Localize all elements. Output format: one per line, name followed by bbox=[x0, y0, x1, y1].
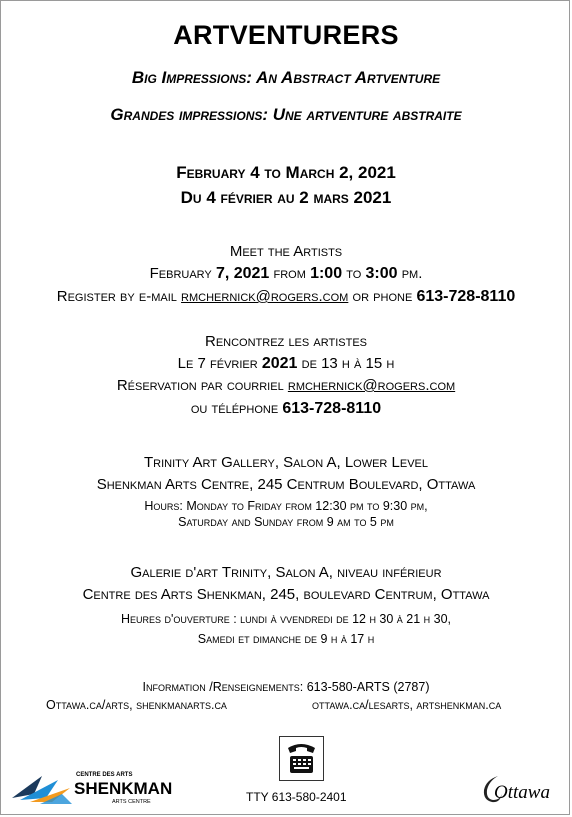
hours-weekend-french: Samedi et dimanche de 9 h à 17 h bbox=[197, 632, 375, 646]
telephone-number: 613-728-8110 bbox=[282, 400, 382, 417]
meet-time-from: from bbox=[273, 265, 306, 282]
shenkman-bottom-text: ARTS CENTRE bbox=[112, 799, 151, 805]
ottawa-wordmark: Ottawa bbox=[494, 782, 550, 803]
venue-gallery-english: Trinity Art Gallery, Salon A, Lower Level bbox=[143, 454, 429, 471]
register-label: Register by e-mail bbox=[56, 288, 177, 305]
shenkman-name: SHENKMAN bbox=[74, 779, 173, 798]
meet-time-suffix: pm. bbox=[401, 265, 423, 282]
meet-date-month: February bbox=[149, 265, 212, 282]
reservation-label: Réservation par courriel bbox=[116, 377, 284, 394]
meet-time-to: to bbox=[346, 265, 362, 282]
links-english[interactable]: Ottawa.ca/arts, shenkmanarts.ca bbox=[46, 698, 227, 712]
links-french[interactable]: ottawa.ca/lesarts, artshenkman.ca bbox=[312, 698, 502, 712]
meet-time-end: 3:00 bbox=[365, 265, 398, 282]
tty-number: TTY 613-580-2401 bbox=[246, 790, 347, 804]
phone-number: 613-728-8110 bbox=[416, 288, 516, 305]
tty-icon-box bbox=[279, 736, 324, 781]
reservation-line bbox=[0, 377, 572, 394]
hours-weekday-english: Hours: Monday to Friday from 12:30 pm to 9:30 pm, bbox=[144, 499, 428, 513]
venue-address-english: Shenkman Arts Centre, 245 Centrum Boulevard, Ottawa bbox=[96, 476, 476, 493]
telephone-label: ou téléphone bbox=[190, 400, 279, 417]
tty-phone-icon bbox=[280, 737, 323, 780]
dates-french: Du 4 février au 2 mars 2021 bbox=[180, 188, 392, 207]
meet-artists-date bbox=[0, 265, 572, 283]
ottawa-logo bbox=[480, 774, 558, 806]
poster-title: ARTVENTURERS bbox=[173, 20, 399, 50]
phone-label: or phone bbox=[352, 288, 413, 305]
venue-address-french: Centre des Arts Shenkman, 245, boulevard Centrum, Ottawa bbox=[82, 586, 490, 603]
rencontrez-year: 2021 bbox=[261, 355, 298, 372]
rencontrez-date bbox=[0, 355, 572, 373]
meet-artists-heading: Meet the Artists bbox=[229, 243, 343, 260]
shenkman-top-text: CENTRE DES ARTS bbox=[76, 772, 133, 778]
information-line: Information /Renseignements: 613-580-ARTS (2787) bbox=[142, 680, 430, 694]
meet-time-start: 1:00 bbox=[310, 265, 343, 282]
venue-gallery-french: Galerie d'art Trinity, Salon A, niveau inférieur bbox=[130, 564, 442, 581]
register-english bbox=[0, 288, 572, 306]
meet-date-day: 7, 2021 bbox=[215, 265, 270, 282]
rencontrez-date-day: Le 7 février bbox=[177, 355, 258, 372]
rencontrez-heading: Rencontrez les artistes bbox=[205, 333, 367, 350]
telephone-line bbox=[0, 400, 572, 418]
rencontrez-time: de 13 h à 15 h bbox=[301, 355, 395, 372]
courriel-link[interactable]: rmchernick@rogers.com bbox=[287, 377, 456, 394]
hours-weekend-english: Saturday and Sunday from 9 am to 5 pm bbox=[178, 515, 394, 529]
subtitle-english: Big Impressions: An Abstract Artventure bbox=[131, 68, 441, 87]
dates-english: February 4 to March 2, 2021 bbox=[176, 163, 396, 182]
subtitle-french: Grandes impressions: Une artventure abstraite bbox=[110, 105, 462, 124]
hours-weekday-french: Heures d'ouverture : lundi à vvendredi de 12 h 30 à 21 h 30, bbox=[121, 612, 451, 626]
shenkman-logo bbox=[12, 772, 172, 808]
email-link[interactable]: rmchernick@rogers.com bbox=[181, 288, 349, 305]
